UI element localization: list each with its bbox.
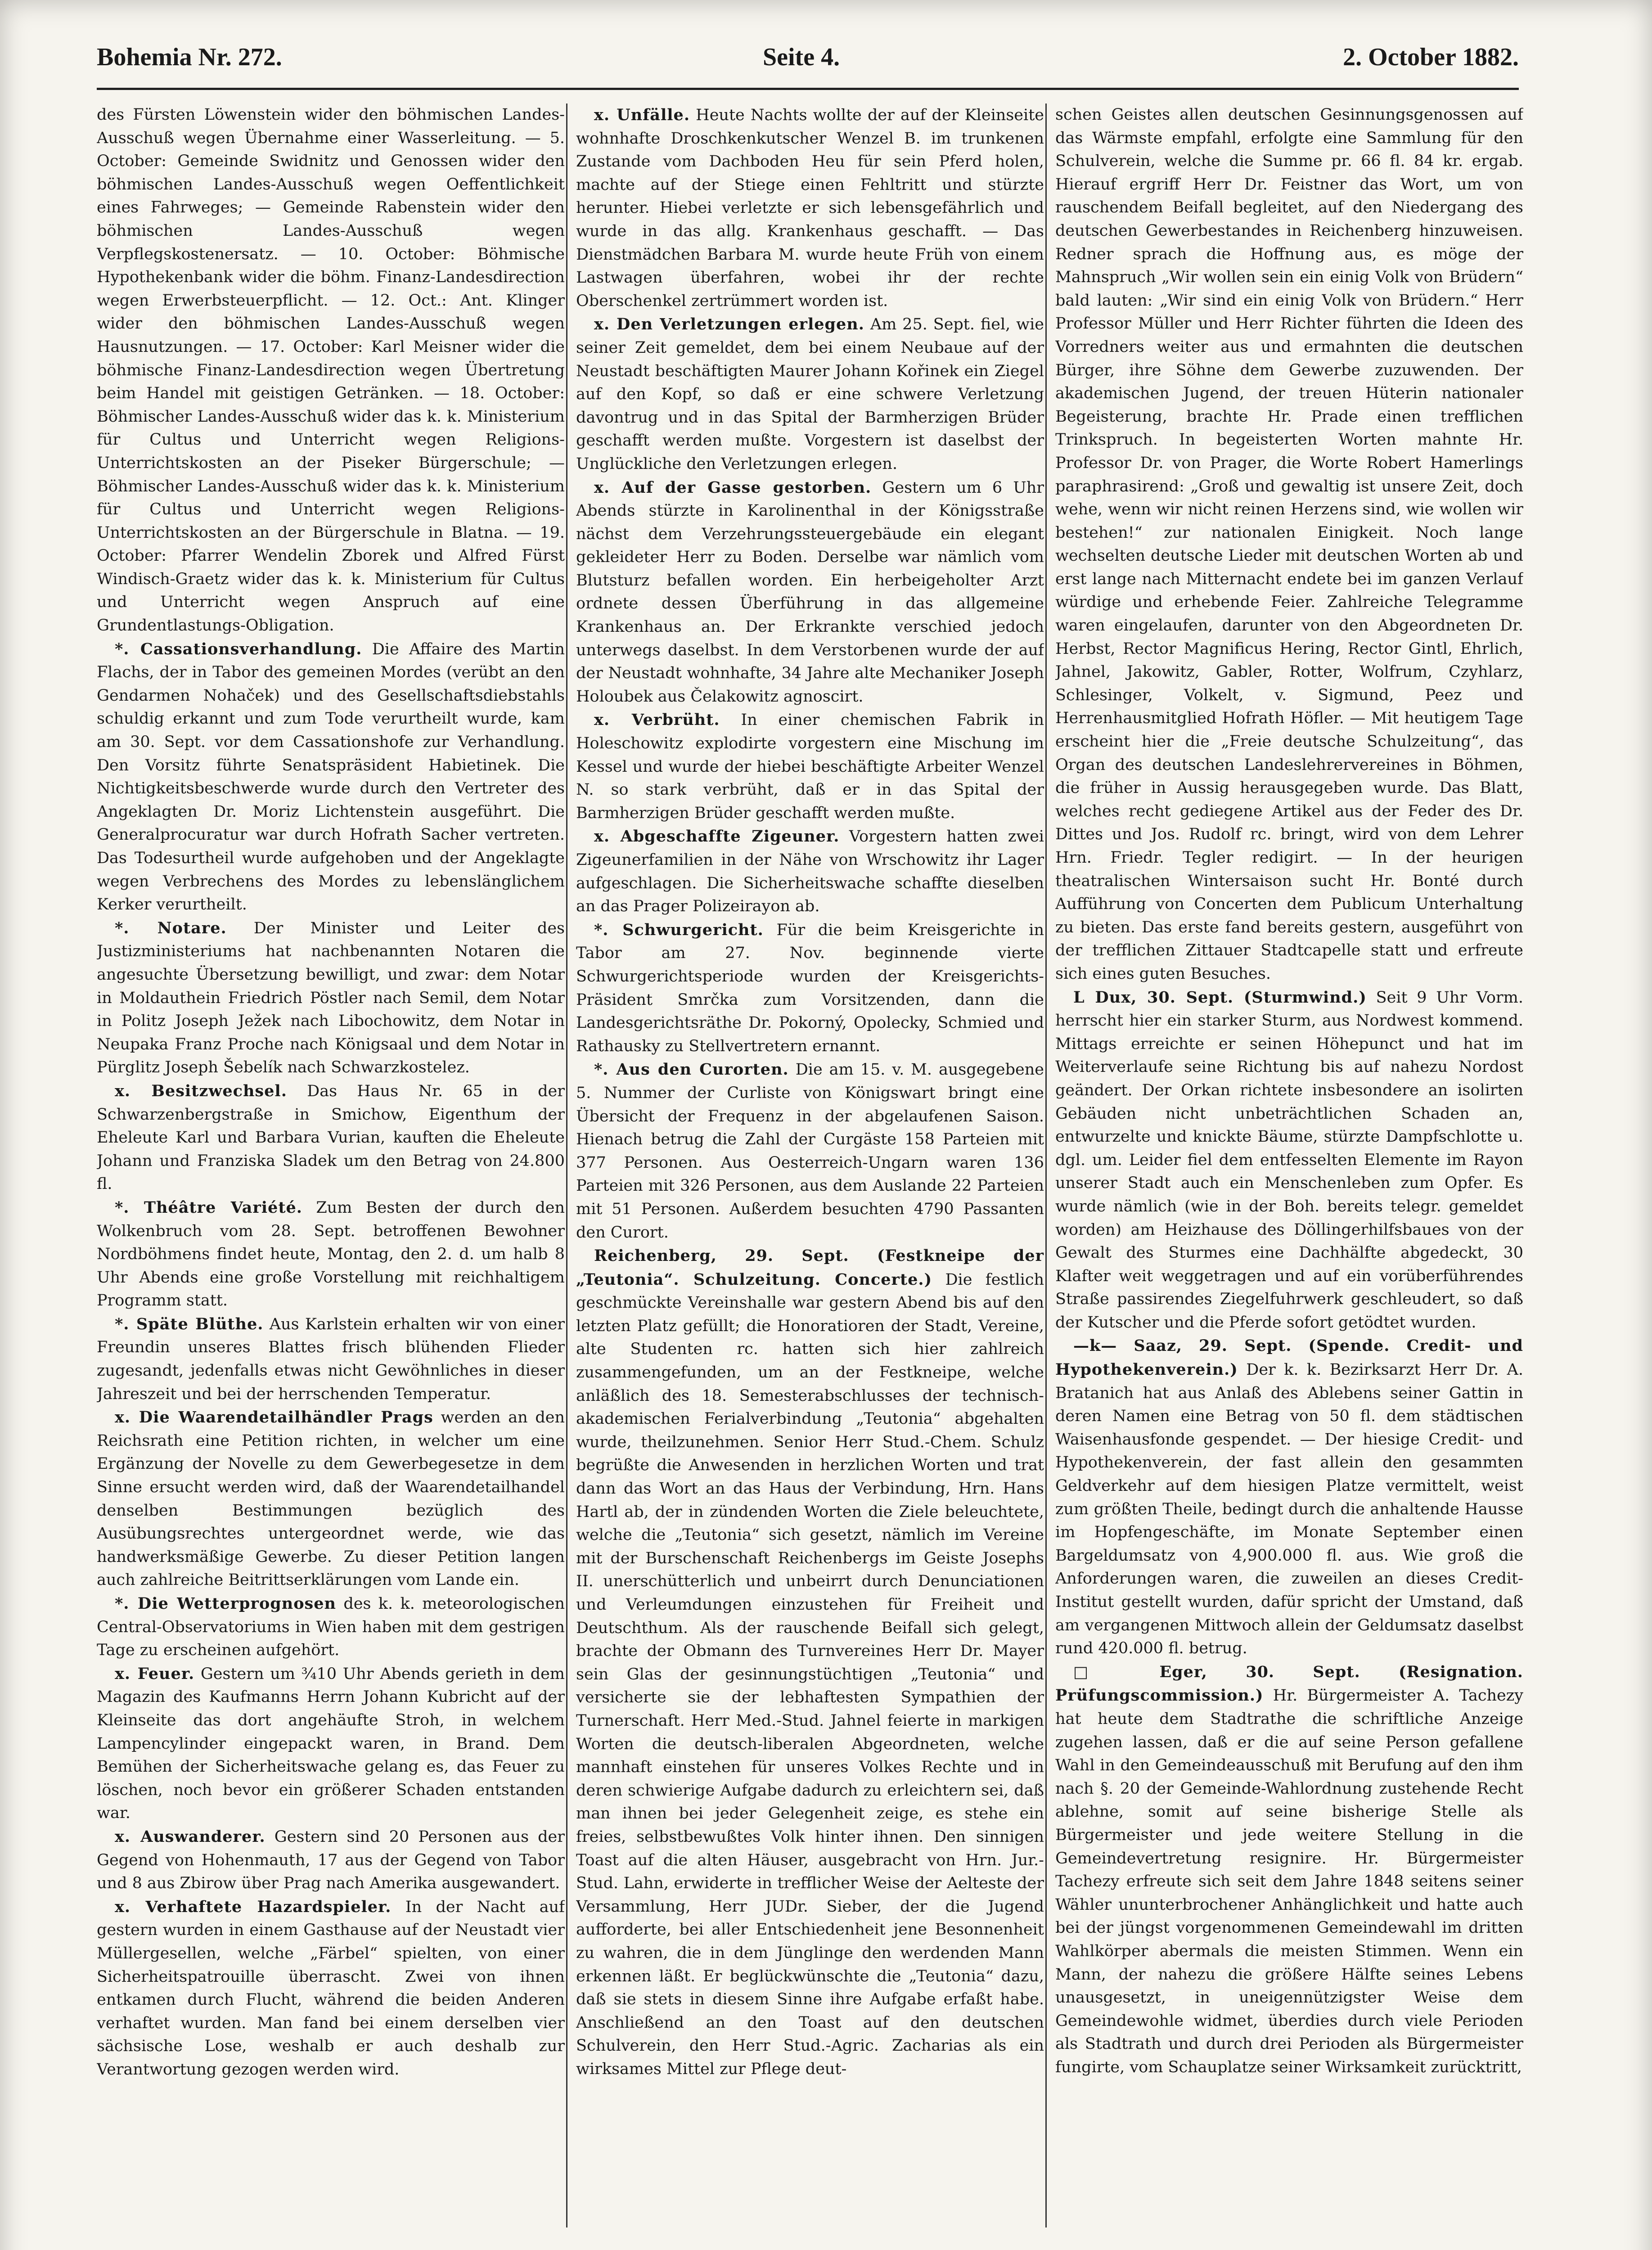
column-3 bbox=[1055, 104, 1523, 2228]
article-paragraph bbox=[97, 1196, 565, 1313]
article-paragraph bbox=[1055, 1660, 1523, 2079]
article-headline: —k— Saaz, 29. Sept. (Spende. Credit- und Hypothekenverein.) bbox=[1055, 1336, 1523, 1379]
article-paragraph bbox=[97, 1080, 565, 1196]
article-headline: x. Verhaftete Hazardspieler. bbox=[115, 1897, 392, 1916]
article-paragraph bbox=[97, 1662, 565, 1825]
article-text: Die Affaire des Martin Flachs, der in Tabor des gemeinen Mordes (verübt an den Gendarmen Nohaček) und des Gesellschaftsdiebstahls schuldig erkannt und zum Tode verurtheilt wurde, kam am 30. Sept. vor dem Cassationshofe zur Verhandlung. Den Vorsitz führte Senatspräsident Habietinek. Die Nichtigkeitsbeschwerde wurde durch den Vertreter des Angeklagten Dr. Moriz Lichtenstein ausgeführt. Die Generalprocuratur war durch Hofrath Sacher vertreten. Das Todesurtheil wurde aufgehoben und der Angeklagte wegen Verbrechens des Mordes zu lebenslänglichem Kerker verurtheilt. bbox=[97, 640, 565, 914]
column-2 bbox=[576, 104, 1044, 2228]
article-text: Die am 15. v. M. ausgegebene 5. Nummer der Curliste von Königswart bringt eine Übersicht der Frequenz in der abgelaufenen Saison. Hienach betrug die Zahl der Curgäste 158 Parteien mit 377 Personen. Aus Oesterreich-Ungarn waren 136 Parteien mit 326 Personen, aus dem Auslande 22 Parteien mit 51 Personen. Außerdem besuchten 4790 Passanten den Curort. bbox=[576, 1061, 1044, 1242]
page-header bbox=[97, 43, 1519, 83]
article-headline: x. Auswanderer. bbox=[115, 1827, 266, 1846]
article-text: Seit 9 Uhr Vorm. herrscht hier ein starker Sturm, aus Nordwest kommend. Mittags erreichte er seinen Höhepunct und hat im Weiterverlaufe seine Richtung bis auf nahezu Nordost geändert. Der Orkan richtete insbesondere an isolirten Gebäuden nicht unbeträchtlichen Schaden an, entwurzelte und knickte Bäume, stürzte Dampfschlotte u. dgl. um. Leider fiel dem entfesselten Elemente im Rayon unserer Stadt auch ein Menschenleben zum Opfer. Es wurde nämlich (wie in der Boh. bereits telegr. gemeldet worden) am Heizhause des Döllingerhilfsbaues von der Gewalt des Sturmes eine Dachhälfte abgedeckt, 30 Klafter weit weggetragen und auf ein vorüberführendes Straße passirendes Ziegelfuhrwerk geschleudert, so daß der Kutscher und die Pferde sofort getödtet wurden. bbox=[1055, 988, 1523, 1332]
article-paragraph bbox=[576, 708, 1044, 825]
article-text: Vorgestern hatten zwei Zigeunerfamilien in der Nähe von Wrschowitz ihr Lager aufgeschlagen. Die Sicherheitswache schaffte dieselben an das Prager Polizeirayon ab. bbox=[576, 828, 1044, 916]
article-text: Hr. Bürgermeister A. Tachezy hat heute dem Stadtrathe die schriftliche Anzeige zugehen lassen, daß er die auf seine Person gefallene Wahl in den Gemeindeausschuß mit Berufung auf den ihm nach §. 20 der Gemeinde-Wahlordnung zustehende Recht ablehne, somit auf seine bisherige Stelle als Bürgermeister und jede weitere Stellung in die Gemeindevertretung resignire. Hr. Bürgermeister Tachezy erfreute sich seit dem Jahre 1848 seitens seiner Wähler ununterbrochener Anhänglichkeit und hatte auch bei der jüngst vorgenommenen Gemeindewahl im dritten Wahlkörper abermals die meisten Stimmen. Wenn ein Mann, der nahezu die größere Hälfte seines Lebens unausgesetzt, in uneigennützigster Weise dem Gemeindewohle widmet, überdies durch viele Perioden als Stadtrath und durch drei Perioden als Bürgermeister fungirte, vom Schauplatze seiner Wirksamkeit zurücktritt, bbox=[1055, 1687, 1523, 2076]
issue-date: 2. October 1882. bbox=[1343, 43, 1519, 71]
article-paragraph bbox=[97, 1406, 565, 1592]
article-text: des k. k. meteorologischen Central-Observatoriums in Wien haben mit dem gestrigen Tage zu erscheinen aufgehört. bbox=[97, 1595, 565, 1660]
article-headline: *. Späte Blüthe. bbox=[115, 1314, 264, 1333]
article-paragraph bbox=[97, 104, 565, 638]
masthead-issue: Bohemia Nr. 272. bbox=[97, 43, 282, 71]
article-headline: x. Besitzwechsel. bbox=[115, 1081, 287, 1100]
article-headline: *. Théâtre Variété. bbox=[115, 1198, 302, 1217]
article-paragraph bbox=[576, 825, 1044, 918]
article-headline: □ Eger, 30. Sept. (Resignation. Prüfungscommission.) bbox=[1055, 1662, 1523, 1705]
article-text: Aus Karlstein erhalten wir von einer Freundin unseres Blattes frisch blühenden Flieder zugesandt, jedenfalls etwas nicht Gewöhnliches in dieser Jahreszeit und bei der herrschenden Temperatur. bbox=[97, 1315, 565, 1403]
article-headline: x. Auf der Gasse gestorben. bbox=[594, 478, 872, 497]
article-paragraph bbox=[576, 104, 1044, 313]
article-paragraph bbox=[1055, 104, 1523, 986]
article-headline: x. Unfälle. bbox=[594, 106, 690, 124]
article-headline: x. Feuer. bbox=[115, 1664, 195, 1683]
column-divider bbox=[1045, 104, 1047, 2228]
article-headline: *. Notare. bbox=[115, 918, 227, 937]
article-text: Gestern um ¾10 Uhr Abends gerieth in dem Magazin des Kaufmanns Herrn Johann Kubricht auf der Kleinseite das dort angehäufte Stroh, in welchem Lampencylinder eingepackt waren, in Brand. Dem Bemühen der Sicherheitswache gelang es, das Feuer zu löschen, noch bevor ein größerer Schaden entstanden war. bbox=[97, 1665, 565, 1822]
article-paragraph bbox=[97, 917, 565, 1080]
article-headline: *. Die Wetterprognosen bbox=[115, 1594, 336, 1613]
article-paragraph bbox=[1055, 986, 1523, 1335]
article-headline: x. Die Waarendetailhändler Prags bbox=[115, 1408, 433, 1427]
article-text: schen Geistes allen deutschen Gesinnungsgenossen auf das Wärmste empfahl, erfolgte eine Sammlung für den Schulverein, welche die Summe pr. 66 fl. 84 kr. ergab. Hierauf ergriff Herr Dr. Feistner das Wort, um von rauschendem Beifall begleitet, auf den Niedergang des deutschen Gewerbestandes in Reichenberg hinzuweisen. Redner sprach die Hoffnung aus, es möge der Mahnspruch „Wir wollen sein ein einig Volk von Brüdern“ bald lauten: „Wir sind ein einig Volk von Brüdern.“ Herr Professor Müller und Herr Richter führten die Ideen des Vorredners weiter aus und ermahnten die deutschen Bürger, ihre Söhne dem Gewerbe zuzuwenden. Der akademischen Jugend, der treuen Hüterin nationaler Begeisterung, brachte Hr. Prade einen trefflichen Trinkspruch. In begeisterten Worten mahnte Hr. Professor Dr. von Prager, die Worte Robert Hamerlings paraphrasirend: „Groß und gewaltig ist unsere Zeit, doch wehe, wenn wir nicht reinen Herzens sind, wie wollen wir bestehen!“ zur nationalen Einigkeit. Noch lange wechselten deutsche Lieder mit deutschen Worten ab und erst lange nach Mitternacht endete bei im ganzen Verlauf würdige und erhebende Feier. Zahlreiche Telegramme waren eingelaufen, darunter von den Abgeordneten Dr. Herbst, Rector Magnificus Hering, Rector Gintl, Ehrlich, Jahnel, Jakowitz, Gabler, Rotter, Wolfrum, Czyhlarz, Schlesinger, Volkelt, v. Sigmund, Peez und Herrenhausmitglied Hofrath Höfler. — Mit heutigem Tage erscheint hier die „Freie deutsche Schulzeitung“, das Organ des deutschen Landeslehrervereines in Böhmen, die früher in Aussig herausgegeben wurde. Das Blatt, welches recht gediegene Artikel aus der Feder des Dr. Dittes und Jos. Rudolf rc. bringt, wird von dem Lehrer Hrn. Friedr. Tegler redigirt. — In der heurigen theatralischen Wintersaison sucht Hr. Bonté durch Aufführung von Concerten dem Publicum Unterhaltung zu bieten. Das erste fand bereits gestern, ausgeführt von der trefflichen Zittauer Stadtcapelle statt und erfreute sich eines guten Besuches. bbox=[1055, 106, 1523, 983]
article-paragraph bbox=[1055, 1334, 1523, 1660]
article-headline: x. Abgeschaffte Zigeuner. bbox=[594, 827, 840, 846]
article-paragraph bbox=[97, 638, 565, 917]
page-number: Seite 4. bbox=[763, 43, 840, 71]
article-headline: x. Verbrüht. bbox=[594, 711, 720, 729]
article-text: In einer chemischen Fabrik in Holeschowitz explodirte vorgestern eine Mischung im Kessel und wurde der hiebei beschäftigte Arbeiter Wenzel N. so stark verbrüht, daß er in das Spital der Barmherzigen Brüder geschafft werden mußte. bbox=[576, 711, 1044, 822]
article-headline: *. Schwurgericht. bbox=[594, 920, 764, 939]
article-text: Das Haus Nr. 65 in der Schwarzenbergstraße in Smichow, Eigenthum der Eheleute Karl und Barbara Vurian, kauften die Eheleute Johann und Franziska Sladek um den Betrag von 24.800 fl. bbox=[97, 1082, 565, 1193]
article-headline: Reichenberg, 29. Sept. (Festkneipe der „Teutonia“. Schulzeitung. Concerte.) bbox=[576, 1246, 1044, 1289]
article-headline: x. Den Verletzungen erlegen. bbox=[594, 315, 864, 334]
article-paragraph bbox=[576, 1058, 1044, 1244]
article-paragraph bbox=[576, 313, 1044, 476]
article-text: Gestern sind 20 Personen aus der Gegend von Hohenmauth, 17 aus der Gegend von Tabor und 8 aus Zbirow über Prag nach Amerika ausgewandert. bbox=[97, 1827, 565, 1893]
column-divider bbox=[566, 104, 567, 2228]
article-text: Zum Besten der durch den Wolkenbruch vom 28. Sept. betroffenen Bewohner Nordböhmens findet heute, Montag, den 2. d. um halb 8 Uhr Abends eine große Vorstellung mit reichhaltigem Programm statt. bbox=[97, 1198, 565, 1310]
article-text: Heute Nachts wollte der auf der Kleinseite wohnhafte Droschkenkutscher Wenzel B. im trunkenen Zustande vom Dachboden Heu für sein Pferd holen, machte auf der Stiege einen Fehltritt und stürzte herunter. Hiebei verletzte er sich lebensgefährlich und wurde in das allg. Krankenhaus geschafft. — Das Dienstmädchen Barbara M. wurde heute Früh von einem Lastwagen überfahren, wobei ihr der rechte Oberschenkel zertrümmert worden ist. bbox=[576, 106, 1044, 310]
article-text: Für die beim Kreisgerichte in Tabor am 27. Nov. beginnende vierte Schwurgerichtsperiode wurden der Kreisgerichts-Präsident Smrčka zum Vorsitzenden, dann die Landesgerichtsräthe Dr. Pokorný, Opolecky, Schmied und Rathausky zu Stellvertretern ernannt. bbox=[576, 921, 1044, 1055]
column-1 bbox=[97, 104, 565, 2228]
header-rule bbox=[97, 88, 1519, 90]
article-text: Der Minister und Leiter des Justizministeriums hat nachbenannten Notaren die angesuchte Übersetzung bewilligt, und zwar: dem Notar in Moldauthein Friedrich Pöstler nach Semil, dem Notar in Politz Joseph Ježek nach Libochowitz, dem Notar in Neupaka Franz Proche nach Königsaal und dem Notar in Pürglitz Joseph Šebelík nach Schwarzkostelez. bbox=[97, 919, 565, 1077]
article-paragraph bbox=[97, 1895, 565, 2082]
article-paragraph bbox=[97, 1313, 565, 1406]
article-text: Der k. k. Bezirksarzt Herr Dr. A. Bratanich hat aus Anlaß des Ablebens seiner Gattin in deren Namen eine Betrag von 50 fl. dem städtischen Waisenhausfonde gespendet. — Der hiesige Credit- und Hypothekenverein, der fast allein den gesammten Geldverkehr auf dem hiesigen Platze vermittelt, weist zum größten Theile, bedingt durch die anhaltende Hausse im Hopfengeschäfte, im Monate September einen Bargeldumsatz von 4,900.000 fl. aus. Wie groß die Anforderungen waren, die zuweilen an dieses Credit-Institut gestellt wurden, dafür spricht der Umstand, daß am vergangenen Mittwoch allein der Geldumsatz daselbst rund 420.000 fl. betrug. bbox=[1055, 1361, 1523, 1658]
article-headline: *. Aus den Curorten. bbox=[594, 1060, 789, 1079]
article-headline: *. Cassationsverhandlung. bbox=[115, 639, 362, 658]
article-paragraph bbox=[97, 1825, 565, 1895]
article-paragraph bbox=[576, 918, 1044, 1058]
article-text: werden an den Reichsrath eine Petition richten, in welcher um eine Ergänzung der Novelle zu dem Gewerbegesetze in dem Sinne ersucht werden wird, daß der Waarendetailhandel denselben Bestimmungen bezüglich des Ausübungsrechtes untergeordnet werde, wie das handwerksmäßige Gewerbe. Zu dieser Petition langen auch zahlreiche Beitrittserklärungen vom Lande ein. bbox=[97, 1408, 565, 1589]
article-text: Am 25. Sept. fiel, wie seiner Zeit gemeldet, dem bei einem Neubaue auf der Neustadt beschäftigten Maurer Johann Kořinek ein Ziegel auf den Kopf, so daß er eine schwere Verletzung davontrug und in das Spital der Barmherzigen Brüder geschafft werden mußte. Vorgestern ist daselbst der Unglückliche den Verletzungen erlegen. bbox=[576, 315, 1044, 473]
article-headline: L Dux, 30. Sept. (Sturmwind.) bbox=[1073, 988, 1367, 1007]
article-text: des Fürsten Löwenstein wider den böhmischen Landes-Ausschuß wegen Übernahme einer Wasserleitung. — 5. October: Gemeinde Swidnitz und Genossen wider den böhmischen Landes-Ausschuß wegen Oeffentlichkeit eines Fahrweges; — Gemeinde Rabenstein wider den böhmischen Landes-Ausschuß wegen Verpflegskostenersatz. — 10. October: Böhmische Hypothekenbank wider die böhm. Finanz-Landesdirection wegen Erwerbsteuerpflicht. — 12. Oct.: Ant. Klinger wider den böhmischen Landes-Ausschuß wegen Hausnutzungen. — 17. October: Karl Meisner wider die böhmische Finanz-Landesdirection wegen Übertretung beim Handel mit geistigen Getränken. — 18. October: Böhmischer Landes-Ausschuß wider das k. k. Ministerium für Cultus und Unterricht wegen Religions-Unterrichtskosten an der Piseker Bürgerschule; — Böhmischer Landes-Ausschuß wider das k. k. Ministerium für Cultus und Unterricht wegen Religions-Unterrichtskosten an der Bürgerschule in Blatna. — 19. October: Pfarrer Wendelin Zborek und Alfred Fürst Windisch-Graetz wider das k. k. Ministerium für Cultus und Unterricht wegen Anspruch auf eine Grundentlastungs-Obligation. bbox=[97, 106, 565, 635]
article-text: Gestern um 6 Uhr Abends stürzte in Karolinenthal in der Königsstraße nächst dem Verzehrungssteuergebäude ein elegant gekleideter Herr zu Boden. Derselbe war nämlich vom Blutsturz befallen worden. Ein herbeigeholter Arzt ordnete dessen Überführung in das allgemeine Krankenhaus an. Der Erkrankte verschied jedoch unterwegs daselbst. In dem Verstorbenen wurde der auf der Neustadt wohnhafte, 34 Jahre alte Mechaniker Joseph Holoubek aus Čelakowitz agnoscirt. bbox=[576, 478, 1044, 706]
article-paragraph bbox=[97, 1592, 565, 1662]
article-text: In der Nacht auf gestern wurden in einem Gasthause auf der Neustadt vier Müllergesellen, welche „Färbel“ spielten, von einer Sicherheitspatrouille überrascht. Zwei von ihnen entkamen durch Flucht, während die beiden Anderen verhaftet wurden. Man fand bei einem derselben vier sächsische Lose, weshalb er auch deshalb zur Verantwortung gezogen werden wird. bbox=[97, 1898, 565, 2079]
article-paragraph bbox=[576, 476, 1044, 709]
article-text: Die festlich geschmückte Vereinshalle war gestern Abend bis auf den letzten Platz gefüllt; die Honoratioren der Stadt, Vereine, alte Studenten rc. hatten sich hier zahlreich zusammengefunden, um an der Festkneipe, welche anläßlich des 18. Semesterabschlusses der technisch-akademischen Ferialverbindung „Teutonia“ abgehalten wurde, theilzunehmen. Senior Herr Stud.-Chem. Schulz begrüßte die Anwesenden in herzlichen Worten und trat dann das Wort an das Haus der Verbindung, Hrn. Hans Hartl ab, der in zündenden Worten die Ziele beleuchtete, welche die „Teutonia“ sich gesetzt, nämlich im Vereine mit der Burschenschaft Reichenbergs im Geiste Josephs II. unerschütterlich und unbeirrt durch Denunciationen und Verleumdungen einzustehen für Freiheit und Deutschthum. Als der rauschende Beifall sich gelegt, brachte der Obmann des Turnvereines Herr Dr. Mayer sein Glas der gesinnungstüchtigen „Teutonia“ und versicherte sie der lebhaftesten Sympathien der Turnerschaft. Herr Med.-Stud. Jahnel feierte in markigen Worten die deutsch-liberalen Abgeordneten, welche mannhaft einstehen für unseres Volkes Rechte und in deren schwierige Aufgabe dadurch zu erleichtern sei, daß man ihnen bei jeder Gelegenheit zeige, es stehe ein freies, selbstbewußtes Volk hinter ihnen. Den sinnigen Toast auf die alten Häuser, ausgebracht von Hrn. Jur.-Stud. Lahn, erwiderte in trefflicher Weise der Aelteste der Versammlung, Herr JUDr. Sieber, der die Jugend aufforderte, bei aller Entschiedenheit jene Besonnenheit zu wahren, die in dem Jünglinge den werdenden Mann erkennen läßt. Er beglückwünschte die „Teutonia“ dazu, daß sie stets in diesem Sinne ihre Aufgabe erfaßt habe. Anschließend an den Toast auf den deutschen Schulverein, den Herr Stud.-Agric. Zacharias als ein wirksames Mittel zur Pflege deut- bbox=[576, 1270, 1044, 2078]
article-paragraph bbox=[576, 1244, 1044, 2081]
